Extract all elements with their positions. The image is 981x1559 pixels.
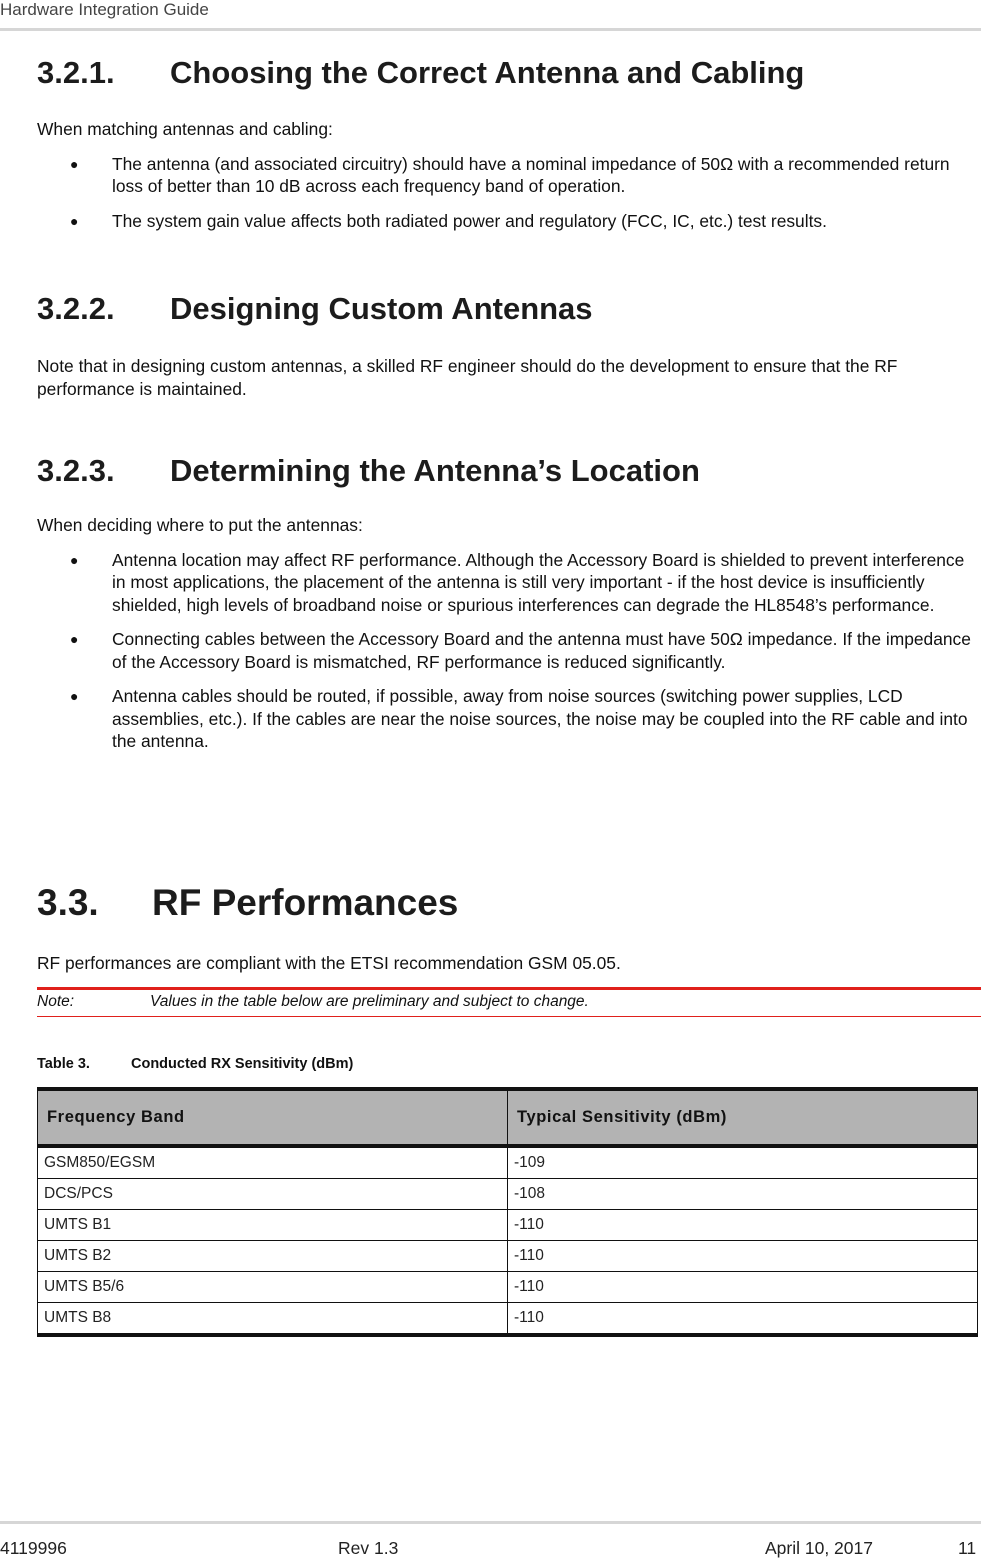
bullet-icon: ● [70,631,79,647]
table-cell: -110 [508,1272,978,1303]
note-bottom-rule [37,1016,981,1017]
list-item: ● The antenna (and associated circuitry) should have a nominal impedance of 50Ω with a recommended return loss of better than 10 dB across each frequency band of operation. [70,153,950,196]
note-box [37,993,589,1011]
bullet-icon: ● [70,551,79,568]
footer-divider [0,1521,981,1524]
footer-date: April 10, 2017 [765,1538,873,1558]
bullet-list [37,153,981,233]
table-cell: -110 [508,1303,978,1336]
section-number: 3.2.2. [37,291,115,326]
page-number: 11 [958,1538,977,1558]
list-item: ● Connecting cables between the Accessory Board and the antenna must have 50Ω impedance. If the impedance of the Accessory Board is mismatched, RF performance is reduced significantly. [70,629,971,672]
section-intro: When matching antennas and cabling: [37,119,333,139]
section-number: 3.2.3. [37,453,115,488]
section-title: Determining the Antenna’s Location [170,453,700,488]
table-cell: UMTS B1 [38,1210,508,1241]
note-text: Values in the table below are preliminary and subject to change. [150,993,589,1010]
note-top-rule [37,987,981,990]
running-header-title: Hardware Integration Guide [0,0,209,19]
footer-revision: Rev 1.3 [338,1538,399,1558]
table-header-row [38,1089,978,1146]
section-title: RF Performances [152,882,459,923]
table-caption-text: Conducted RX Sensitivity (dBm) [131,1056,354,1072]
section-heading-3-2-1 [37,55,981,91]
bullet-icon: ● [70,212,79,229]
table-cell: -108 [508,1179,978,1210]
table-row [38,1146,978,1179]
table-cell: DCS/PCS [38,1179,508,1210]
section-paragraph: Note that in designing custom antennas, a skilled RF engineer should do the development to ensure that the RF performance is maintained. [37,356,898,399]
table-row [38,1179,978,1210]
table-cell: UMTS B5/6 [38,1272,508,1303]
table-row [38,1272,978,1303]
table-row [38,1303,978,1336]
bullet-icon: ● [70,155,79,172]
table-cell: UMTS B8 [38,1303,508,1336]
section-body-3-2-2 [37,355,981,400]
section-title: Choosing the Correct Antenna and Cabling [170,55,805,90]
section-paragraph: RF performances are compliant with the ETSI recommendation GSM 05.05. [37,953,621,973]
section-heading-3-2-2 [37,291,981,327]
section-heading-3-2-3 [37,453,981,489]
table-cell: UMTS B2 [38,1241,508,1272]
section-title: Designing Custom Antennas [170,291,593,326]
section-body-3-2-1 [37,118,981,232]
table-caption [37,1056,353,1072]
footer-doc-number: 4119996 [0,1538,67,1558]
list-item: ● Antenna cables should be routed, if possible, away from noise sources (switching power supplies, LCD assemblies, etc.). If the cables are near the noise sources, the noise may be coupled into the RF cable and into the antenna. [70,686,968,751]
table-cell: -110 [508,1210,978,1241]
table-caption-label: Table 3. [37,1056,90,1072]
table-row [38,1241,978,1272]
section-number: 3.2.1. [37,55,115,90]
section-body-3-2-3 [37,514,981,753]
column-header: Frequency Band [38,1089,508,1146]
table-cell: -110 [508,1241,978,1272]
list-item: ● Antenna location may affect RF performance. Although the Accessory Board is shielded to prevent interference in most applications, the placement of the antenna is still very important - if the host device is insufficiently shielded, high levels of broadband noise or spurious interferences can degrade the HL8548’s performance. [70,549,965,615]
table-row [38,1210,978,1241]
section-body-3-3 [37,952,981,975]
header-divider [0,28,981,31]
column-header: Typical Sensitivity (dBm) [508,1089,978,1146]
note-label: Note: [37,993,75,1010]
section-intro: When deciding where to put the antennas: [37,515,363,535]
sensitivity-table [37,1087,978,1337]
table-cell: -109 [508,1146,978,1179]
list-item: ● The system gain value affects both radiated power and regulatory (FCC, IC, etc.) test results. [70,210,827,231]
bullet-icon: ● [70,688,79,704]
section-heading-3-3 [37,882,981,924]
section-number: 3.3. [37,882,99,923]
bullet-list [37,549,981,753]
table-cell: GSM850/EGSM [38,1146,508,1179]
